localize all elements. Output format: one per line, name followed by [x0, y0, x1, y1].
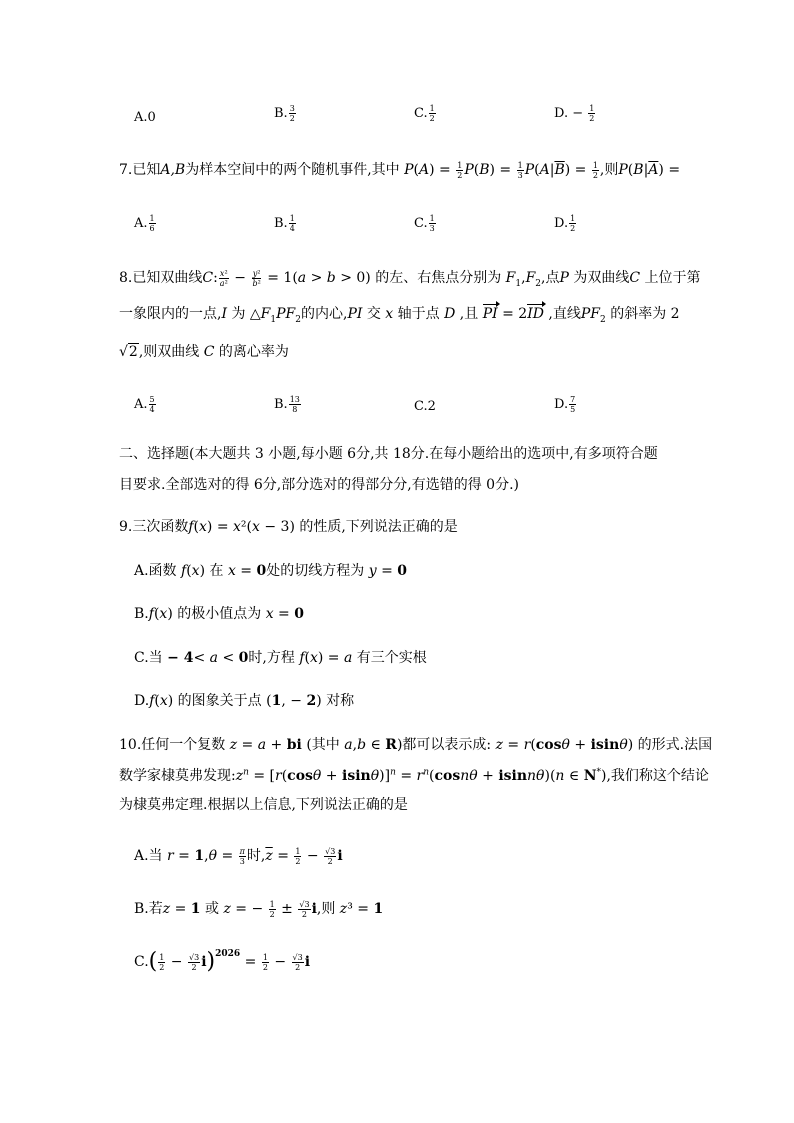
option-label: A.	[134, 110, 148, 125]
q7-option-c[interactable]: C. $\frac{1}{3}$	[414, 214, 435, 233]
q7-option-d[interactable]: D. $\frac{1}{2}$	[554, 214, 576, 233]
q9-option-a[interactable]: A.函数 f(x) 在 x = 0处的切线方程为 y = 0	[134, 563, 408, 579]
q10-stem-line2: 数学家棣莫弗发现$:z^n = [r(\cos\theta + isin\theta)]^n = r^n(\cos n\theta + isinn\theta)(n$ ∈ N*),我们称这个结论	[119, 767, 709, 784]
option-value: 0	[147, 110, 156, 125]
q10-option-a[interactable]: A.当 r = 1,θ = $\frac{\pi}{3}$ 时$,\overline{z}$ = $\frac{1}{2}$ − $\frac{√3}{2}$ i	[134, 846, 343, 866]
option-label: B.	[274, 106, 288, 121]
q7-stem: 7.已知A,B为样本空间中的两个随机事件,其中 P(A) = $\frac{1}{2}$ P(B) = $\frac{1}{3}$ $P(A|\overline{B})$ = $\frac{1}{2}$ ,则$P(B|\overline{A})$ =	[119, 160, 681, 180]
q6-option-d[interactable]: D. − $\frac{1}{2}$	[554, 104, 595, 123]
q10-option-b[interactable]: B.若z = 1 或 z = − $\frac{1}{2}$ ± $\frac{√3}{2}$ i,则 z³ = 1	[134, 899, 384, 919]
q6-option-b[interactable]: B. $\frac{3}{2}$	[274, 104, 295, 123]
q9-stem: 9.三次函数f(x) = x²(x − 3) 的性质,下列说法正确的是	[119, 519, 458, 535]
q8-stem-line1: 8.已知双曲线C: $\frac{\text{x²}}{\text{a²}}$ − $\frac{\text{y²}}{\text{b²}}$ = 1(a > b > 0) 的左、右焦点分别为 $F_1,F_2$,点P 为双曲线C 上位于第	[119, 268, 701, 289]
q8-option-b[interactable]: B. $\frac{13}{8}$	[274, 395, 300, 414]
q8-option-d[interactable]: D. $\frac{7}{5}$	[554, 395, 576, 414]
option-label: C.	[414, 106, 428, 121]
section2-heading: 二、选择题(本大题共 3 小题,每小题 6分,共 18分.在每小题给出的选项中,有多项符合题	[119, 446, 658, 462]
q10-stem-line3: 为棣莫弗定理.根据以上信息,下列说法正确的是	[119, 797, 408, 813]
q8-option-c[interactable]: C.2	[414, 399, 436, 414]
q10-option-c[interactable]: C.( $\frac{1}{2}$ − $\frac{√3}{2}$ i)$^{2026}$ = $\frac{1}{2}$ − $\frac{√3}{2}$ i	[134, 949, 311, 974]
q9-option-c[interactable]: C.当 − 4< a < 0时,方程 f(x) = a 有三个实根	[134, 650, 427, 666]
q6-option-a[interactable]	[134, 108, 156, 128]
q7-option-b[interactable]: B. $\frac{1}{4}$	[274, 214, 295, 233]
q7-option-a[interactable]: A. $\frac{1}{6}$	[134, 214, 155, 233]
q9-option-d[interactable]: D.f(x) 的图象关于点 (1, − 2) 对称	[134, 693, 355, 709]
option-label: D.	[554, 106, 569, 121]
q6-option-c[interactable]: C. $\frac{1}{2}$	[414, 104, 435, 123]
minus-sign: −	[572, 106, 584, 121]
q8-option-a[interactable]: A. $\frac{5}{4}$	[134, 395, 155, 414]
q8-stem-line2: 一象限内的一点,I 为 $\triangle F_1PF_2$的内心,PI 交 x 轴于点 D ,且 PI = 2ID ,直线$PF_2$ 的斜率为 2	[119, 306, 680, 325]
section2-instructions: 目要求.全部选对的得 6分,部分选对的得部分分,有选错的得 0分.)	[119, 477, 519, 493]
q8-stem-line3: √2,则双曲线 C 的离心率为	[119, 344, 289, 360]
q9-option-b[interactable]: B.f(x) 的极小值点为 x = 0	[134, 606, 304, 622]
q10-stem-line1: 10.任何一个复数 z = a + bi (其中 a,b ∈ R)都可以表示成: z = r(cosθ + isinθ) 的形式.法国	[119, 737, 713, 753]
